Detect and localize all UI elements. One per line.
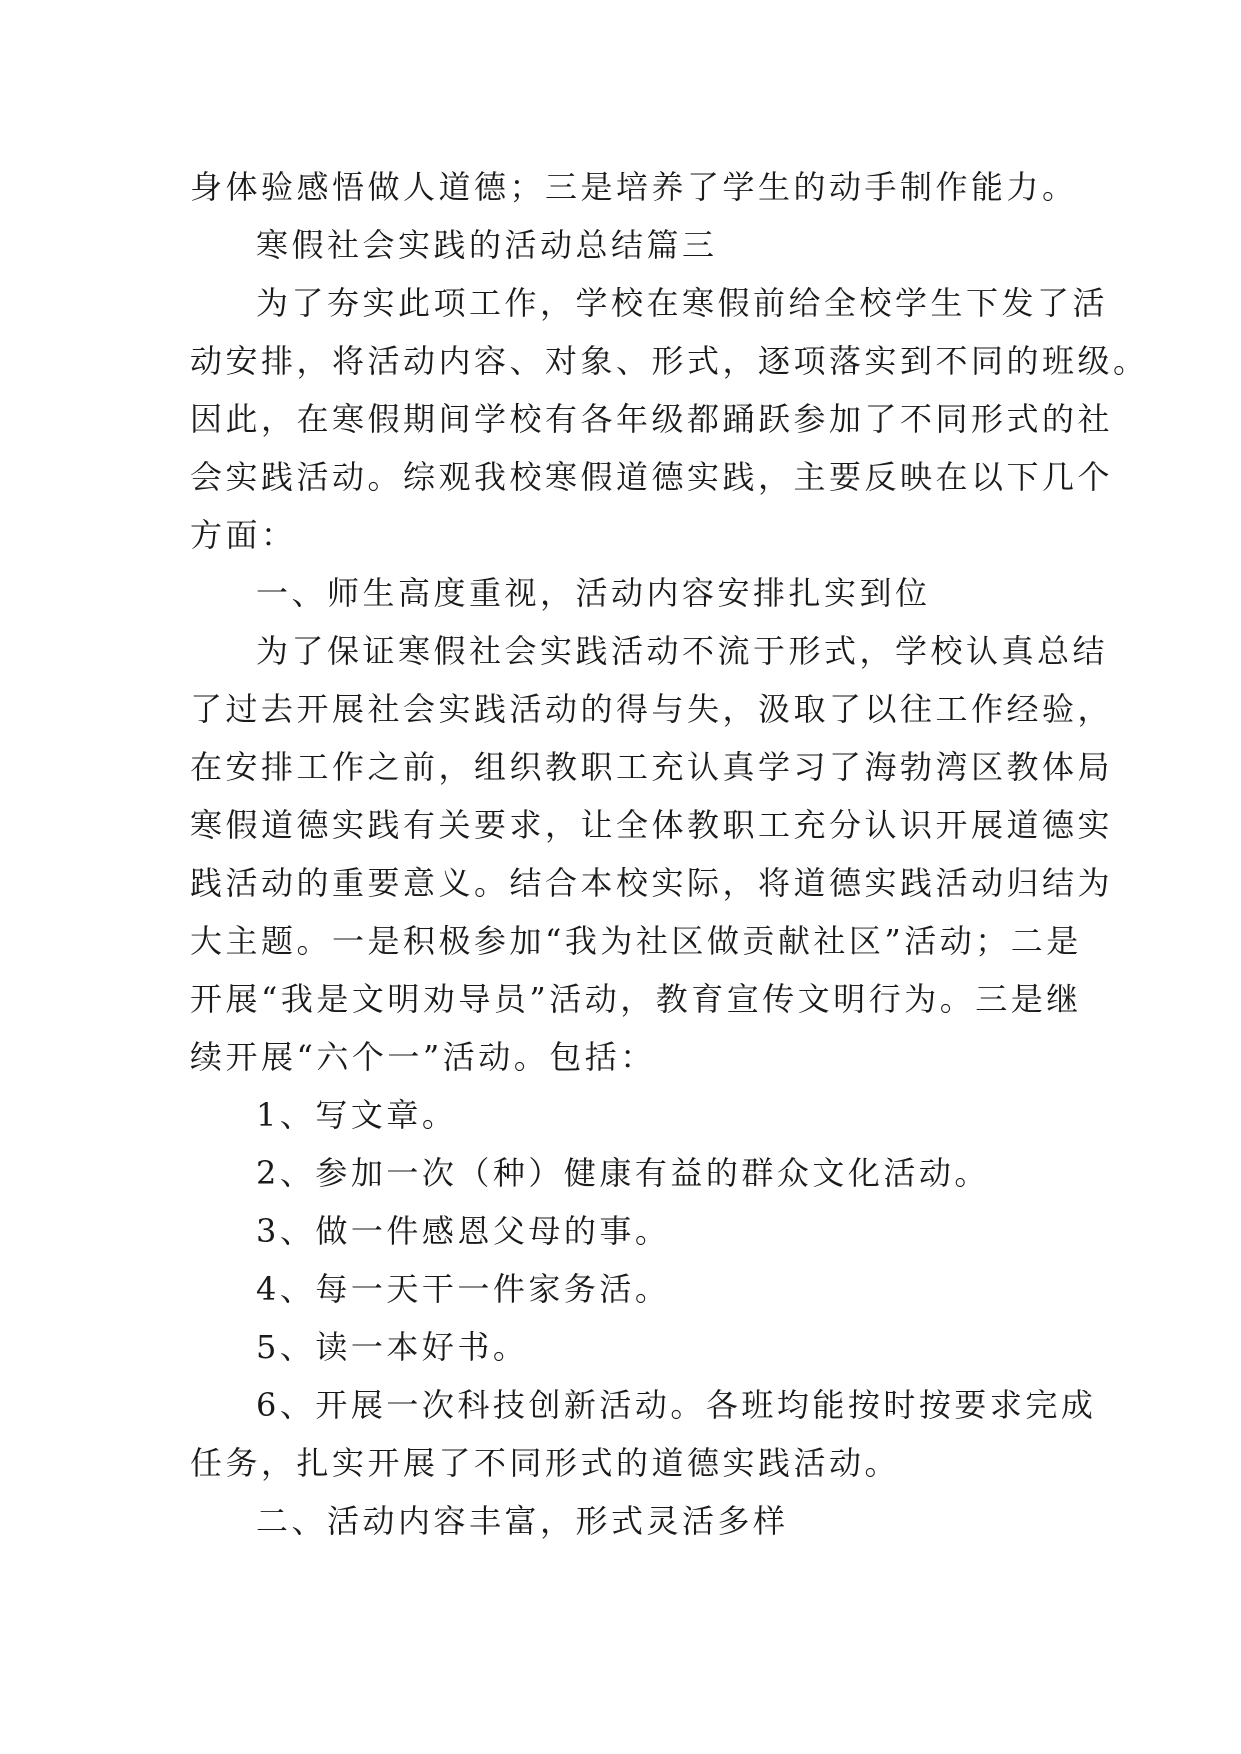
text-line: 大主题。一是积极参加“我为社区做贡献社区”活动；二是 (190, 922, 1082, 960)
list-item: 3、做一件感恩父母的事。 (256, 1212, 671, 1250)
text-line: 在安排工作之前，组织教职工充认真学习了海勃湾区教体局 (190, 748, 1114, 786)
text-line: 寒假道德实践有关要求，让全体教职工充分认识开展道德实 (190, 806, 1114, 844)
text-line: 身体验感悟做人道德；三是培养了学生的动手制作能力。 (190, 168, 1078, 206)
text-line: 践活动的重要意义。结合本校实际，将道德实践活动归结为 (190, 864, 1114, 902)
list-item: 6、开展一次科技创新活动。各班均能按时按要求完成 (256, 1386, 1097, 1424)
text-line: 方面： (190, 516, 297, 554)
text-line: 为了保证寒假社会实践活动不流于形式，学校认真总结 (256, 632, 1109, 670)
text-line: 因此，在寒假期间学校有各年级都踊跃参加了不同形式的社 (190, 400, 1114, 438)
section-title: 寒假社会实践的活动总结篇三 (256, 226, 718, 264)
text-line: 会实践活动。综观我校寒假道德实践，主要反映在以下几个 (190, 458, 1114, 496)
list-item: 2、参加一次（种）健康有益的群众文化活动。 (256, 1154, 990, 1192)
text-line: 了过去开展社会实践活动的得与失，汲取了以往工作经验， (190, 690, 1114, 728)
document-body (190, 158, 1149, 1550)
list-item: 4、每一天干一件家务活。 (256, 1270, 671, 1308)
text-line: 任务，扎实开展了不同形式的道德实践活动。 (190, 1444, 901, 1482)
list-item: 5、读一本好书。 (256, 1328, 529, 1366)
text-line: 开展“我是文明劝导员”活动，教育宣传文明行为。三是继 (190, 980, 1082, 1018)
text-line: 动安排，将活动内容、对象、形式，逐项落实到不同的班级。 (190, 342, 1149, 380)
text-line: 为了夯实此项工作，学校在寒假前给全校学生下发了活 (256, 284, 1109, 322)
text-line: 续开展“六个一”活动。包括： (190, 1038, 656, 1076)
section-heading: 二、活动内容丰富，形式灵活多样 (256, 1502, 789, 1540)
section-heading: 一、师生高度重视，活动内容安排扎实到位 (256, 574, 931, 612)
list-item: 1、写文章。 (256, 1096, 458, 1134)
